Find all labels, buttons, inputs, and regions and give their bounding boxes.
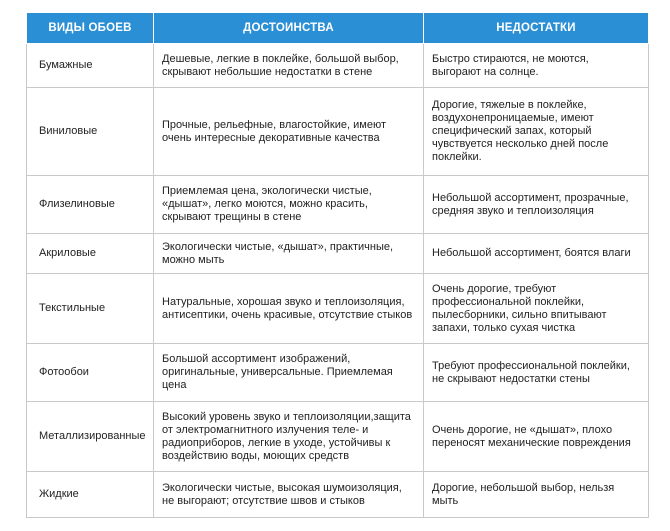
table-row [27,44,649,88]
cell-type: Акриловые [27,234,154,274]
table-row [27,274,649,344]
cell-type: Бумажные [27,44,154,88]
cell-pros: Экологически чистые, высокая шумоизоляция, не выгорают; отсутствие швов и стыков [154,472,424,518]
cell-type: Текстильные [27,274,154,344]
cell-pros: Прочные, рельефные, влагостойкие, имеют очень интересные декоративные качества [154,88,424,176]
cell-pros: Высокий уровень звуко и теплоизоляции,защита от электромагнитного излучения теле- и радиоприборов, легкие в уходе, устойчивы к воздействию воды, моющих средств [154,402,424,472]
cell-pros: Приемлемая цена, экологически чистые, «дышат», легко моются, можно красить, скрывают трещины в стене [154,176,424,234]
cell-type: Фотообои [27,344,154,402]
cell-cons: Требуют профессиональной поклейки, не скрывают недостатки стены [424,344,649,402]
cell-cons: Очень дорогие, требуют профессиональной поклейки, пылесборники, сильно впитывают запахи, только сухая чистка [424,274,649,344]
cell-cons: Очень дорогие, не «дышат», плохо переносят механические повреждения [424,402,649,472]
table-row [27,344,649,402]
header-row [27,13,649,44]
cell-pros: Натуральные, хорошая звуко и теплоизоляция, антисептики, очень красивые, отсутствие стыков [154,274,424,344]
cell-type: Виниловые [27,88,154,176]
comparison-table-container [26,12,648,518]
table-row [27,472,649,518]
table-row [27,88,649,176]
cell-cons: Быстро стираются, не моются, выгорают на солнце. [424,44,649,88]
cell-pros: Дешевые, легкие в поклейке, большой выбор, скрывают небольшие недостатки в стене [154,44,424,88]
cell-cons: Небольшой ассортимент, боятся влаги [424,234,649,274]
wallpaper-comparison-table [26,12,649,518]
cell-pros: Большой ассортимент изображений, оригинальные, универсальные. Приемлемая цена [154,344,424,402]
header-pros: ДОСТОИНСТВА [154,13,424,44]
header-type: ВИДЫ ОБОЕВ [27,13,154,44]
cell-cons: Небольшой ассортимент, прозрачные, средняя звуко и теплоизоляция [424,176,649,234]
table-row [27,402,649,472]
cell-cons: Дорогие, тяжелые в поклейке, воздухонепроницаемые, имеют специфический запах, который чувствуется несколько дней после поклейки. [424,88,649,176]
table-row [27,176,649,234]
cell-cons: Дорогие, небольшой выбор, нельзя мыть [424,472,649,518]
cell-type: Жидкие [27,472,154,518]
cell-type: Металлизированные [27,402,154,472]
cell-type: Флизелиновые [27,176,154,234]
table-row [27,234,649,274]
header-cons: НЕДОСТАТКИ [424,13,649,44]
cell-pros: Экологически чистые, «дышат», практичные, можно мыть [154,234,424,274]
